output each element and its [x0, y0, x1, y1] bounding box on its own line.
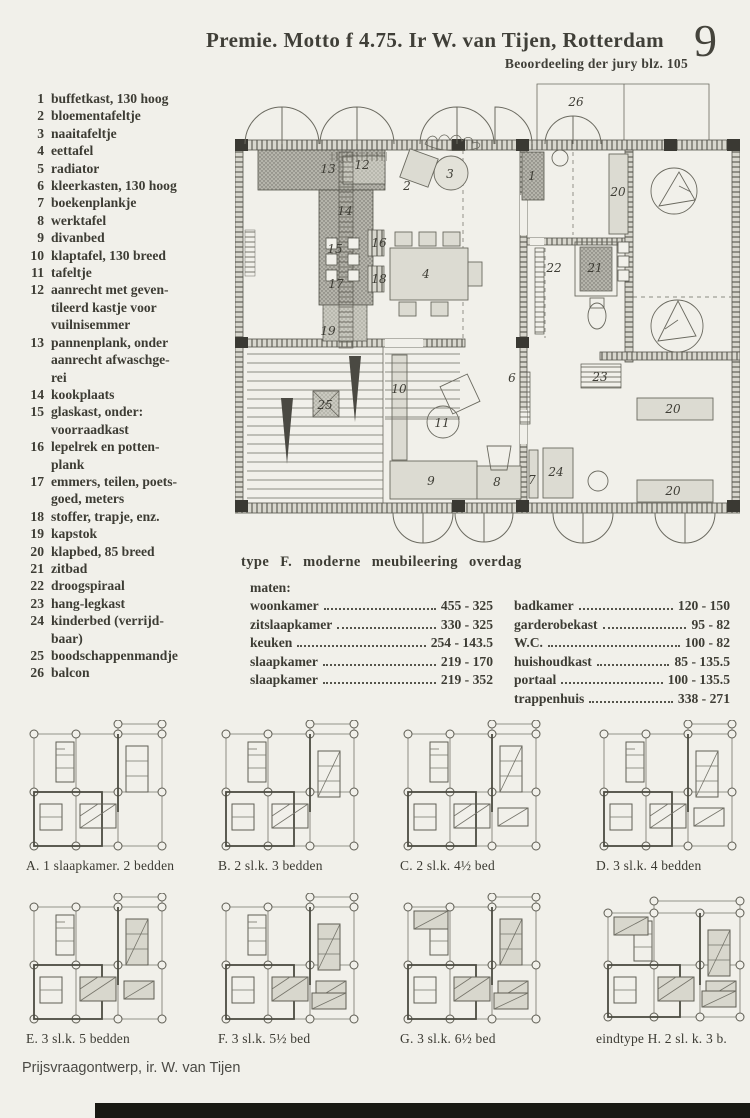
- plan-room-label: 26: [568, 95, 584, 109]
- room-name: W.C.: [514, 635, 543, 651]
- legend-item-label: emmers, teilen, poets- goed, meters: [51, 473, 178, 507]
- dot-leader: [597, 664, 670, 666]
- dimension-row: [514, 654, 730, 673]
- room-name: badkamer: [514, 598, 574, 613]
- dot-leader: [297, 645, 425, 647]
- dot-leader: [561, 682, 662, 684]
- credit-line: Prijsvraagontwerp, ir. W. van Tijen: [22, 1060, 241, 1076]
- legend-item: [22, 247, 236, 264]
- legend-item-label: aanrecht met geven- tileerd kastje voor vuilnisemmer: [51, 282, 169, 333]
- variant-plan-g: [400, 893, 550, 1046]
- legend-item-label: stoffer, trapje, enz.: [51, 508, 160, 524]
- legend-item-number: 26: [30, 665, 44, 681]
- room-dimensions: 338 - 271: [677, 690, 730, 706]
- dot-leader: [324, 608, 436, 610]
- variant-sketch: [596, 720, 746, 854]
- variant-caption: G. 3 sl.k. 6½ bed: [400, 1031, 496, 1046]
- legend-item-number: 13: [30, 334, 44, 350]
- legend-item-number: 18: [30, 508, 44, 524]
- legend-item-label: divanbed: [51, 230, 105, 246]
- dimension-row: [250, 598, 493, 617]
- legend-item-label: lepelrek en potten- plank: [51, 439, 160, 472]
- room-dimensions: 100 - 82: [684, 635, 730, 651]
- legend-item: [22, 212, 236, 229]
- variant-drawing: [400, 720, 550, 854]
- legend-item: [22, 229, 236, 246]
- room-name: garderobekast: [514, 616, 598, 632]
- room-name: huishoudkast: [514, 653, 592, 669]
- variant-plan-b: [218, 720, 368, 873]
- legend-item-number: 23: [30, 595, 44, 611]
- legend-item: [22, 281, 236, 333]
- legend-item: [22, 647, 236, 664]
- maten-right-rows: [514, 598, 730, 710]
- page-bottom-scan-bar: [95, 1103, 750, 1118]
- kitchen-unit: [245, 150, 387, 348]
- plan-room-label: 14: [337, 204, 353, 218]
- legend-item: [22, 386, 236, 403]
- room-name: woonkamer: [250, 598, 319, 613]
- dimensions-right: [514, 580, 730, 710]
- variant-plan-c: [400, 720, 550, 873]
- legend-item: [22, 194, 236, 211]
- plan-room-label: 6: [508, 371, 516, 385]
- dot-leader: [579, 608, 673, 610]
- dot-leader: [589, 701, 673, 703]
- legend-item-number: 2: [37, 108, 44, 124]
- legend-item: [22, 612, 236, 647]
- legend-item: [22, 525, 236, 542]
- maten-left-rows: [250, 598, 493, 691]
- legend-item-number: 20: [30, 543, 44, 559]
- variant-drawing: [596, 893, 746, 1027]
- plan-room-label: 2: [403, 179, 411, 193]
- variant-caption: E. 3 sl.k. 5 bedden: [26, 1031, 130, 1046]
- plan-room-label: 23: [592, 370, 608, 384]
- room-name: portaal: [514, 672, 557, 688]
- plan-room-label: 24: [548, 465, 564, 479]
- legend-item-label: boodschappenmandje: [51, 648, 178, 663]
- furniture-legend: [22, 90, 236, 682]
- plan-room-label: 25: [317, 398, 333, 412]
- legend-item-label: klapbed, 85 breed: [51, 543, 155, 559]
- variant-plan-f: [218, 893, 368, 1046]
- variant-caption: eindtype H. 2 sl. k. 3 b.: [596, 1031, 727, 1046]
- legend-item-number: 6: [37, 178, 44, 194]
- plan-room-label: 15: [327, 242, 343, 256]
- plan-room-label: 21: [587, 261, 603, 275]
- room-name: slaapkamer: [250, 672, 318, 688]
- legend-item: [22, 90, 236, 107]
- legend-item-label: glaskast, onder: voorraadkast: [51, 404, 144, 437]
- legend-item-label: zitbad: [51, 560, 88, 576]
- dot-leader: [337, 627, 436, 629]
- plan-room-label: 4: [422, 267, 430, 281]
- legend-item-number: 14: [30, 386, 44, 402]
- legend-item: [22, 508, 236, 525]
- room-dimensions: 330 - 325: [440, 616, 493, 632]
- variant-sketch: [596, 893, 746, 1027]
- room-dimensions: 219 - 170: [440, 653, 493, 669]
- dimension-row: [514, 635, 730, 654]
- dimensions-heading: maten:: [250, 580, 291, 595]
- variant-caption: A. 1 slaapkamer. 2 bedden: [26, 858, 175, 873]
- dot-leader: [548, 645, 680, 647]
- legend-item-number: 15: [30, 404, 44, 420]
- legend-item-label: kleerkasten, 130 hoog: [51, 178, 177, 194]
- legend-item-number: 12: [30, 282, 44, 298]
- variant-sketch: [218, 720, 368, 854]
- page-title: Premie. Motto f 4.75. Ir W. van Tijen, Rotterdam: [206, 28, 665, 52]
- balcony-outline: [537, 84, 709, 144]
- room-name: zitslaapkamer: [250, 616, 333, 632]
- variant-drawing: [596, 720, 746, 854]
- dimension-row: [250, 635, 493, 654]
- legend-item: [22, 142, 236, 159]
- legend-item-label: kookplaats: [51, 386, 115, 402]
- vent-symbols: [651, 168, 703, 352]
- dimensions-left: [250, 580, 493, 691]
- plan-room-label: 20: [665, 402, 681, 416]
- jury-reference: Beoordeeling der jury blz. 105: [504, 56, 688, 71]
- plan-room-label: 22: [546, 261, 562, 275]
- plan-room-label: 13: [320, 162, 336, 176]
- variant-drawing: [218, 893, 368, 1027]
- room-dimensions: 120 - 150: [677, 598, 730, 613]
- legend-item-number: 22: [30, 578, 44, 594]
- legend-item-number: 11: [31, 265, 44, 281]
- legend-item-label: werktafel: [51, 212, 107, 228]
- variant-drawing: [400, 893, 550, 1027]
- variant-sketch: [400, 720, 550, 854]
- dimension-row: [514, 691, 730, 710]
- variant-sketch: [218, 893, 368, 1027]
- legend-item: [22, 595, 236, 612]
- legend-item-label: naaitafeltje: [51, 125, 117, 141]
- plan-room-label: 11: [434, 416, 450, 430]
- legend-item: [22, 664, 236, 681]
- legend-item-label: hang-legkast: [51, 595, 126, 611]
- legend-item-label: kapstok: [51, 526, 98, 542]
- legend-item-number: 3: [37, 125, 44, 141]
- room-dimensions: 219 - 352: [440, 672, 493, 688]
- dimension-row: [250, 672, 493, 691]
- dimension-row: [250, 654, 493, 673]
- dimension-row: [514, 617, 730, 636]
- variant-caption: D. 3 sl.k. 4 bedden: [596, 858, 702, 873]
- right-rooms: [535, 154, 713, 502]
- variant-sketch: [400, 893, 550, 1027]
- room-dimensions: 100 - 135.5: [667, 672, 730, 688]
- plan-room-label: 20: [610, 185, 626, 199]
- legend-item-label: droogspiraal: [51, 578, 125, 594]
- legend-item: [22, 403, 236, 438]
- variant-sketch: [26, 893, 176, 1027]
- room-name: slaapkamer: [250, 653, 318, 669]
- plan-room-label: 9: [427, 474, 435, 488]
- variant-drawing: [26, 720, 176, 854]
- legend-item: [22, 264, 236, 281]
- legend-item-number: 10: [30, 247, 44, 263]
- legend-item-number: 5: [37, 160, 44, 176]
- legend-item: [22, 177, 236, 194]
- legend-item-number: 1: [37, 91, 44, 106]
- variant-plan-e: [26, 893, 176, 1046]
- plan-room-label: 17: [328, 277, 344, 291]
- dimension-row: [250, 617, 493, 636]
- plan-room-label: 7: [528, 473, 536, 487]
- plan-room-label: 1: [528, 169, 536, 183]
- legend-item-label: pannenplank, onder aanrecht afwaschge- rei: [51, 334, 170, 385]
- legend-item-number: 9: [37, 230, 44, 246]
- room-dimensions: 85 - 135.5: [674, 653, 730, 669]
- plan-room-label: 12: [354, 158, 370, 172]
- plan-room-label: 18: [371, 272, 387, 286]
- plan-room-label: 16: [371, 236, 387, 250]
- variant-caption: B. 2 sl.k. 3 bedden: [218, 858, 323, 873]
- legend-item-label: balcon: [51, 665, 90, 681]
- room-dimensions: 95 - 82: [691, 616, 730, 632]
- legend-item-number: 24: [30, 613, 44, 629]
- legend-item-label: eettafel: [51, 143, 94, 159]
- dot-leader: [323, 664, 436, 666]
- plan-room-label: 10: [391, 382, 407, 396]
- main-floor-plan: [235, 80, 740, 545]
- variant-plan-d: [596, 720, 746, 873]
- plan-caption: type F. moderne meubileering overdag: [241, 554, 522, 570]
- legend-item-number: 19: [30, 526, 44, 542]
- legend-item-label: bloementafeltje: [51, 108, 141, 124]
- legend-item: [22, 543, 236, 560]
- legend-item-number: 8: [37, 212, 44, 228]
- legend-item-number: 4: [37, 143, 44, 159]
- legend-item-label: buffetkast, 130 hoog: [51, 91, 169, 106]
- plan-room-label: 8: [493, 475, 501, 489]
- variant-drawing: [218, 720, 368, 854]
- plan-room-label: 19: [320, 324, 336, 338]
- legend-item: [22, 334, 236, 386]
- legend-item: [22, 560, 236, 577]
- legend-item-number: 17: [30, 473, 44, 489]
- legend-item-label: kinderbed (verrijd- baar): [51, 613, 164, 646]
- variant-sketch: [26, 720, 176, 854]
- dimension-row: [514, 672, 730, 691]
- room-name: trappenhuis: [514, 690, 585, 706]
- room-dimensions: 455 - 325: [440, 598, 493, 613]
- legend-item: [22, 473, 236, 508]
- legend-item: [22, 125, 236, 142]
- legend-item-label: tafeltje: [51, 265, 92, 281]
- legend-item: [22, 160, 236, 177]
- dot-leader: [603, 627, 687, 629]
- variant-caption: F. 3 sl.k. 5½ bed: [218, 1031, 311, 1046]
- legend-item: [22, 107, 236, 124]
- variant-drawing: [26, 893, 176, 1027]
- room-dimensions: 254 - 143.5: [430, 635, 493, 651]
- room-name: keuken: [250, 635, 293, 651]
- dot-leader: [323, 682, 436, 684]
- legend-item-number: 25: [30, 648, 44, 663]
- legend-item-label: boekenplankje: [51, 195, 137, 211]
- legend-item: [22, 438, 236, 473]
- legend-item-number: 16: [30, 439, 44, 455]
- legend-item: [22, 577, 236, 594]
- variant-plan-h: [596, 893, 746, 1046]
- plan-room-label: 20: [665, 484, 681, 498]
- page-number: 9: [694, 15, 717, 66]
- variant-plan-a: [26, 720, 176, 873]
- dimension-row: [514, 598, 730, 617]
- plan-room-label: 3: [446, 167, 454, 181]
- legend-item-number: 7: [37, 195, 44, 211]
- legend-item-label: klaptafel, 130 breed: [51, 247, 166, 263]
- legend-item-label: radiator: [51, 160, 100, 176]
- legend-item-number: 21: [30, 560, 44, 576]
- variant-caption: C. 2 sl.k. 4½ bed: [400, 858, 495, 873]
